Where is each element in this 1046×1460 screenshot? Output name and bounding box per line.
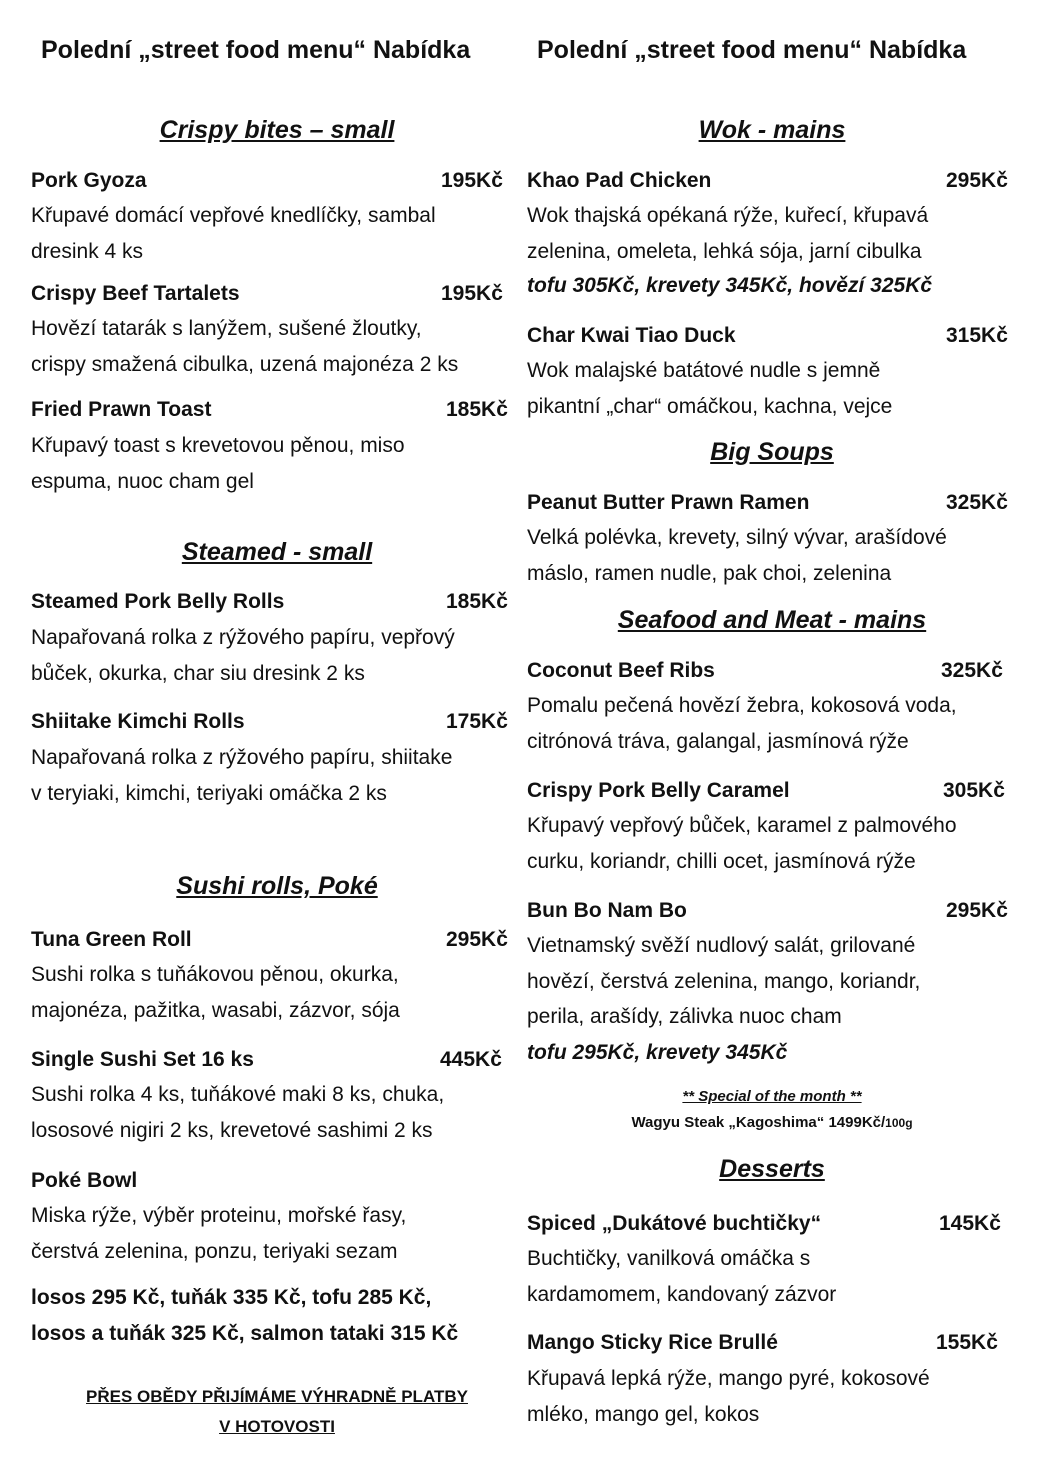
cash-only-note: PŘES OBĚDY PŘIJÍMÁME VÝHRADNĚ PLATBY V HOTOVOSTI <box>86 1387 468 1436</box>
special-item: Wagyu Steak „Kagoshima“ 1499Kč/100g <box>631 1114 913 1131</box>
item-name: Crispy Pork Belly Caramel <box>527 779 790 802</box>
item-price: 445Kč <box>440 1048 502 1071</box>
item-name: Pork Gyoza <box>31 169 147 192</box>
item-price: 325Kč <box>941 659 1003 682</box>
item-description: Sushi rolka s tuňákovou pěnou, okurka, majonéza, pažitka, wasabi, zázvor, sója <box>31 963 400 1022</box>
item-name: Khao Pad Chicken <box>527 169 712 192</box>
section-title-soups: Big Soups <box>710 438 834 466</box>
item-name: Bun Bo Nam Bo <box>527 899 687 922</box>
item-price: 195Kč <box>441 169 503 192</box>
item-description: Napařovaná rolka z rýžového papíru, vepřový bůček, okurka, char siu dresink 2 ks <box>31 626 455 685</box>
item-name: Coconut Beef Ribs <box>527 659 715 682</box>
item-description: Křupavý vepřový bůček, karamel z palmového curku, koriandr, chilli ocet, jasmínová rýže <box>527 814 957 873</box>
item-price: 295Kč <box>946 899 1008 922</box>
item-price: 185Kč <box>446 398 508 421</box>
section-title-seafood: Seafood and Meat - mains <box>617 606 927 634</box>
item-price: 325Kč <box>946 491 1008 514</box>
item-name: Tuna Green Roll <box>31 928 192 951</box>
section-title-crispy: Crispy bites – small <box>159 116 395 144</box>
item-description: Miska rýže, výběr proteinu, mořské řasy, čerstvá zelenina, ponzu, teriyaki sezam <box>31 1204 407 1263</box>
item-name: Poké Bowl <box>31 1169 138 1192</box>
item-name: Peanut Butter Prawn Ramen <box>527 491 810 514</box>
special-title: ** Special of the month ** <box>682 1088 862 1105</box>
page-title-right: Polední „street food menu“ Nabídka <box>537 36 967 64</box>
item-name: Char Kwai Tiao Duck <box>527 324 736 347</box>
item-options: tofu 305Kč, krevety 345Kč, hovězí 325Kč <box>527 274 933 297</box>
item-name: Steamed Pork Belly Rolls <box>31 590 285 613</box>
item-description: Wok thajská opékaná rýže, kuřecí, křupavá zelenina, omeleta, lehká sója, jarní cibulka <box>527 204 929 263</box>
item-price: 185Kč <box>446 590 508 613</box>
item-description: Velká polévka, krevety, silný vývar, arašídové máslo, ramen nudle, pak choi, zelenina <box>527 526 947 585</box>
item-price: 305Kč <box>943 779 1005 802</box>
item-description: Napařovaná rolka z rýžového papíru, shiitake v teryiaki, kimchi, teriyaki omáčka 2 ks <box>31 746 453 805</box>
item-description: Pomalu pečená hovězí žebra, kokosová voda, citrónová tráva, galangal, jasmínová rýže <box>527 694 957 753</box>
item-name: Fried Prawn Toast <box>31 398 212 421</box>
item-name: Shiitake Kimchi Rolls <box>31 710 245 733</box>
item-price: 145Kč <box>939 1212 1001 1235</box>
item-name: Spiced „Dukátové buchtičky“ <box>527 1212 822 1235</box>
item-description: Křupavá lepká rýže, mango pyré, kokosové mléko, mango gel, kokos <box>527 1367 930 1426</box>
item-price: 295Kč <box>446 928 508 951</box>
item-description: Křupavé domácí vepřové knedlíčky, sambal dresink 4 ks <box>31 204 436 263</box>
item-description: Hovězí tatarák s lanýžem, sušené žloutky, crispy smažená cibulka, uzená majonéza 2 ks <box>31 317 459 376</box>
item-description: Křupavý toast s krevetovou pěnou, miso espuma, nuoc cham gel <box>31 434 405 493</box>
section-title-sushi: Sushi rolls, Poké <box>176 872 378 900</box>
item-name: Mango Sticky Rice Brullé <box>527 1331 778 1354</box>
item-name: Single Sushi Set 16 ks <box>31 1048 254 1071</box>
item-price: 295Kč <box>946 169 1008 192</box>
section-title-desserts: Desserts <box>719 1155 825 1183</box>
item-price: 155Kč <box>936 1331 998 1354</box>
item-description: Sushi rolka 4 ks, tuňákové maki 8 ks, chuka, lososové nigiri 2 ks, krevetové sashimi 2 ks <box>31 1083 445 1142</box>
item-description: Wok malajské batátové nudle s jemně pikantní „char“ omáčkou, kachna, vejce <box>527 359 893 418</box>
poke-protein-options: losos 295 Kč, tuňák 335 Kč, tofu 285 Kč, losos a tuňák 325 Kč, salmon tataki 315 Kč <box>31 1286 459 1345</box>
item-description: Vietnamský svěží nudlový salát, grilované hovězí, čerstvá zelenina, mango, koriandr, perila, arašídy, zálivka nuoc cham <box>527 934 921 1028</box>
page-title-left: Polední „street food menu“ Nabídka <box>41 36 471 64</box>
item-price: 195Kč <box>441 282 503 305</box>
section-title-steamed: Steamed - small <box>181 538 373 566</box>
item-options: tofu 295Kč, krevety 345Kč <box>527 1041 788 1064</box>
item-name: Crispy Beef Tartalets <box>31 282 240 305</box>
item-price: 175Kč <box>446 710 508 733</box>
section-title-wok: Wok - mains <box>698 116 846 144</box>
item-price: 315Kč <box>946 324 1008 347</box>
item-description: Buchtičky, vanilková omáčka s kardamomem, kandovaný zázvor <box>527 1247 837 1306</box>
